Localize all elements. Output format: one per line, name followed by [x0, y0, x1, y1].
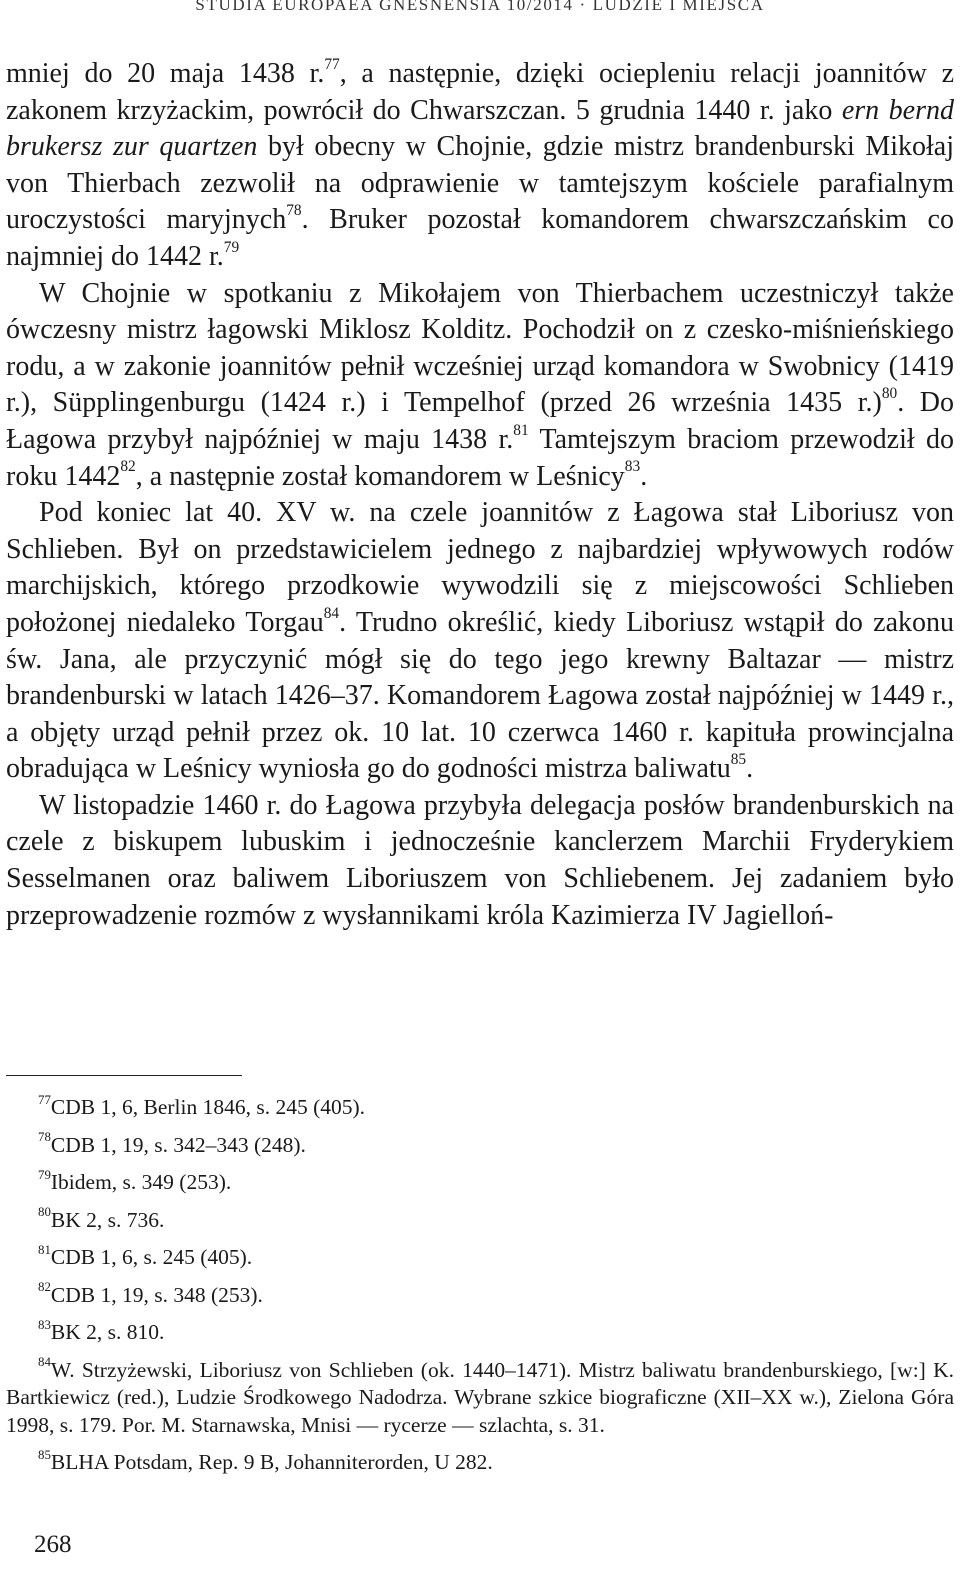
text-run: . Trudno określić, kiedy Liboriusz wstąpił do zakonu św. Jana, ale przyczynić mógł się do tego jego krewny Baltazar — mistrz brandenburski w latach 1426–37. Komandorem Łagowa został najpóźniej w 1449 r., a objęty urząd pełnił przez ok. 10 lat. 10 czerwca 1460 r. kapituła prowincjalna obradująca w Leśnicy wyniosła go do godności mistrza baliwatu	[6, 606, 954, 785]
footnote-text: CDB 1, 6, s. 245 (405).	[50, 1245, 253, 1269]
footnote-84	[6, 1357, 954, 1440]
text-run: był obecny w Chojnie, gdzie mistrz brandenburski Mikołaj von Thierbach zezwolił na odprawienie w tamtejszym kościele parafialnym uroczystości maryjnych	[6, 131, 954, 236]
footnote-separator	[6, 1075, 242, 1076]
text-run: . Bruker pozostał komandorem chwarszczańskim co najmniej do 1442 r.	[6, 204, 954, 272]
footnote-text: Ibidem, s. 349 (253).	[50, 1170, 232, 1194]
footnote-ref-81[interactable]: 81	[513, 421, 529, 439]
footnote-ref-79[interactable]: 79	[223, 238, 240, 256]
footnote-number: 82	[38, 1280, 51, 1295]
text-run: mniej do 20 maja 1438 r.	[6, 58, 325, 89]
footnote-number: 79	[38, 1167, 51, 1182]
paragraph-4	[6, 788, 954, 934]
footnote-text: CDB 1, 6, Berlin 1846, s. 245 (405).	[50, 1095, 366, 1119]
text-run: , a następnie został komandorem w Leśnicy	[135, 460, 625, 492]
italic-quote: ern bernd brukersz zur quartzen	[6, 94, 954, 163]
footnote-text: CDB 1, 19, s. 342–343 (248).	[50, 1132, 306, 1157]
footnote-85	[6, 1449, 954, 1477]
footnote-81	[6, 1244, 954, 1272]
text-run: . Do Łagowa przybył najpóźniej w maju 1438 r.	[6, 387, 954, 455]
footnote-82	[6, 1282, 954, 1310]
footnote-ref-80[interactable]: 80	[881, 384, 898, 402]
footnote-79	[6, 1169, 954, 1197]
main-text	[6, 56, 954, 934]
text-run: W Chojnie w spotkaniu z Mikołajem von Thierbachem uczestniczył także ówczesny mistrz łagowski Miklosz Kolditz. Pochodził on z czesko-miśnieńskiego rodu, a w zakonie joannitów pełnił wcześniej urząd komandora w Swobnicy (1419 r.), Süpplingenburgu (1424 r.) i Tempelhof (przed 26 września 1435 r.)	[6, 277, 954, 419]
paragraph-2	[6, 276, 954, 496]
running-head: STUDIA EUROPAEA GNESNENSIA 10/2014 · LUDZIE I MIEJSCA	[195, 0, 765, 14]
footnote-number: 81	[38, 1242, 51, 1257]
text-run: .	[640, 460, 648, 492]
footnote-number: 78	[38, 1130, 51, 1145]
footnote-number: 85	[38, 1447, 51, 1462]
footnote-ref-85[interactable]: 85	[730, 750, 747, 768]
footnote-number: 80	[38, 1205, 51, 1220]
footnote-number: 77	[38, 1092, 51, 1107]
paragraph-3	[6, 495, 954, 788]
footnote-ref-84[interactable]: 84	[323, 604, 340, 622]
page-number: 268	[34, 1531, 72, 1558]
paragraph-1	[6, 56, 954, 276]
footnote-text: CDB 1, 19, s. 348 (253).	[50, 1282, 263, 1307]
footnote-ref-83[interactable]: 83	[624, 458, 641, 476]
footnote-ref-77[interactable]: 77	[324, 55, 340, 73]
footnote-80	[6, 1207, 954, 1235]
footnote-77	[6, 1094, 954, 1122]
footnote-text: BLHA Potsdam, Rep. 9 B, Johanniterorden, U 282.	[50, 1450, 493, 1474]
footnote-number: 84	[38, 1355, 51, 1370]
text-run: , a następnie, dzięki ociepleniu relacji joannitów z zakonem krzyżackim, powrócił do Chwarszczan. 5 grudnia 1440 r. jako	[6, 58, 954, 126]
text-run: Pod koniec lat 40. XV w. na czele joannitów z Łagowa stał Liboriusz von Schlieben. Był on przedstawicielem jednego z najbardziej wpływowych rodów marchijskich, którego przodkowie wywodzili się z miejscowości Schlieben położonej niedaleko Torgau	[6, 497, 954, 638]
footnote-number: 83	[38, 1317, 51, 1332]
footnote-ref-82[interactable]: 82	[120, 458, 136, 476]
footnote-83	[6, 1319, 954, 1347]
footnote-78	[6, 1132, 954, 1160]
footnote-text: W. Strzyżewski, Liboriusz von Schlieben (ok. 1440–1471). Mistrz baliwatu brandenburskiego, [w:] K. Bartkiewicz (red.), Ludzie Środkowego Nadodrza. Wybrane szkice biograficzne (XII–XX w.), Zielona Góra 1998, s. 179. Por. M. Starnawska, Mnisi — rycerze — szlachta, s. 31.	[6, 1357, 954, 1437]
footnote-text: BK 2, s. 810.	[50, 1320, 165, 1344]
text-run: .	[746, 753, 754, 785]
text-run: W listopadzie 1460 r. do Łagowa przybyła delegacja posłów brandenburskich na czele z biskupem lubuskim i jednocześnie kanclerzem Marchii Fryderykiem Sesselmanen oraz baliwem Liboriuszem von Schliebenem. Jej zadaniem było przeprowadzenie rozmów z wysłannikami króla Kazimierza IV Jagielloń-	[6, 789, 954, 931]
footnotes	[6, 1094, 954, 1487]
text-run: Tamtejszym braciom przewodził do roku 1442	[6, 423, 954, 492]
footnote-ref-78[interactable]: 78	[286, 201, 302, 219]
footnote-text: BK 2, s. 736.	[50, 1207, 165, 1232]
